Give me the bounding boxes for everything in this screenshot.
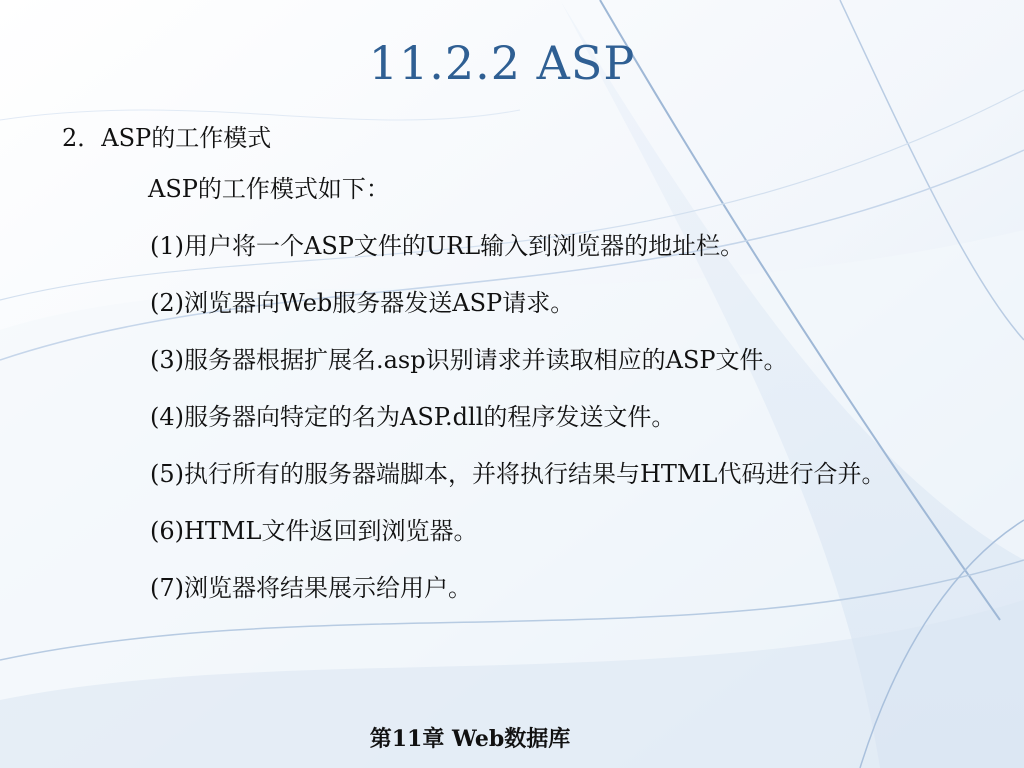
chapter-footer: 第11章 Web数据库	[369, 726, 571, 752]
list-item: (7)浏览器将结果展示给用户。	[150, 574, 472, 602]
slide-title: 11.2.2 ASP	[368, 36, 636, 90]
list-item: (3)服务器根据扩展名.asp识别请求并读取相应的ASP文件。	[150, 346, 788, 374]
list-item: (2)浏览器向Web服务器发送ASP请求。	[150, 289, 575, 317]
asp-workflow-list	[120, 172, 960, 628]
intro-line: ASP的工作模式如下：	[148, 175, 390, 203]
list-item: (5)执行所有的服务器端脚本，并将执行结果与HTML代码进行合并。	[150, 460, 886, 488]
list-item: (6)HTML文件返回到浏览器。	[150, 517, 478, 545]
list-item: (4)服务器向特定的名为ASP.dll的程序发送文件。	[150, 403, 676, 431]
section-subheading: 2．ASP的工作模式	[62, 124, 272, 152]
list-item: (1)用户将一个ASP文件的URL输入到浏览器的地址栏。	[150, 232, 745, 260]
